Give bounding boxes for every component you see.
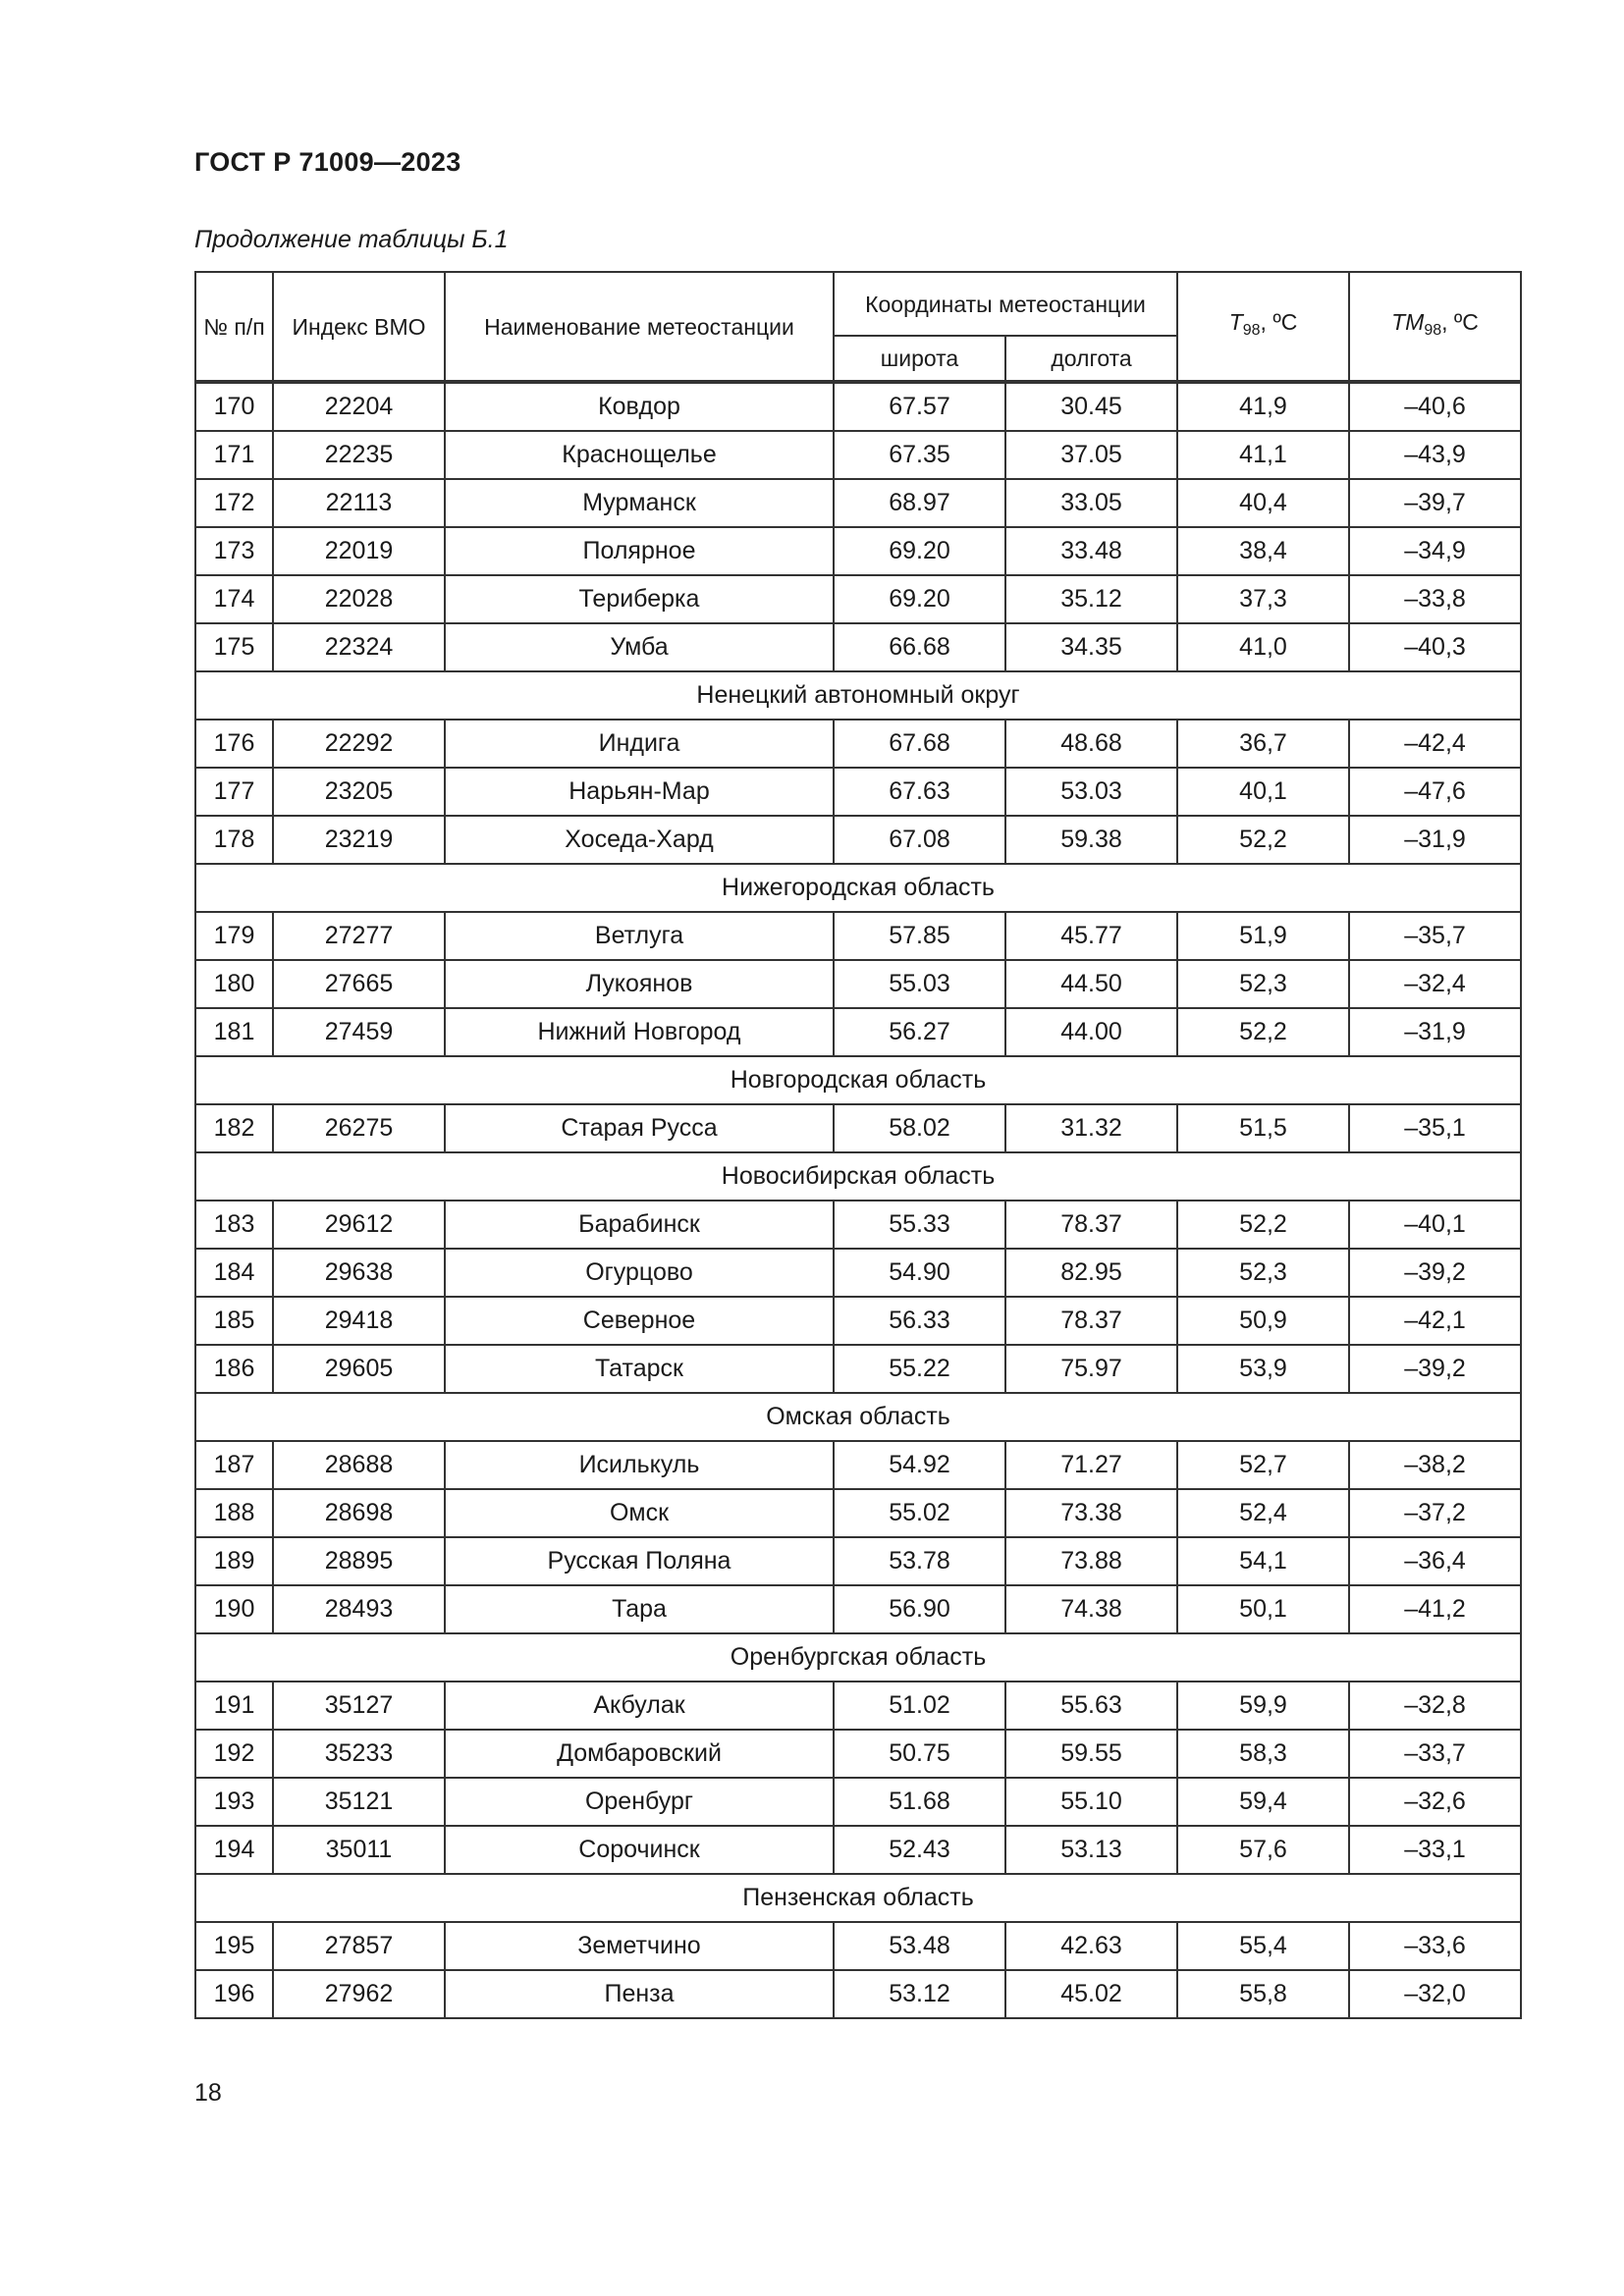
cell-num: 182: [195, 1104, 273, 1152]
table-row: [195, 1682, 1521, 1730]
cell-station-name: Исилькуль: [445, 1441, 834, 1489]
cell-longitude: 55.63: [1005, 1682, 1177, 1730]
cell-latitude: 66.68: [834, 623, 1005, 671]
cell-longitude: 53.13: [1005, 1826, 1177, 1874]
cell-latitude: 54.90: [834, 1249, 1005, 1297]
table-row: [195, 623, 1521, 671]
cell-longitude: 78.37: [1005, 1297, 1177, 1345]
cell-wmo-index: 22113: [273, 479, 445, 527]
cell-tm98: –32,4: [1349, 960, 1521, 1008]
cell-t98: 59,4: [1177, 1778, 1349, 1826]
cell-station-name: Старая Русса: [445, 1104, 834, 1152]
cell-t98: 54,1: [1177, 1537, 1349, 1585]
cell-t98: 57,6: [1177, 1826, 1349, 1874]
cell-wmo-index: 23205: [273, 768, 445, 816]
cell-t98: 55,8: [1177, 1970, 1349, 2018]
table-row: [195, 1104, 1521, 1152]
cell-longitude: 34.35: [1005, 623, 1177, 671]
cell-latitude: 55.03: [834, 960, 1005, 1008]
region-row: [195, 1393, 1521, 1441]
cell-longitude: 73.38: [1005, 1489, 1177, 1537]
header-num: № п/п: [195, 272, 273, 382]
table-row: [195, 768, 1521, 816]
table-row: [195, 816, 1521, 864]
cell-latitude: 51.02: [834, 1682, 1005, 1730]
cell-num: 191: [195, 1682, 273, 1730]
cell-latitude: 69.20: [834, 575, 1005, 623]
cell-latitude: 50.75: [834, 1730, 1005, 1778]
cell-tm98: –34,9: [1349, 527, 1521, 575]
cell-num: 196: [195, 1970, 273, 2018]
header-wmo-index: Индекс ВМО: [273, 272, 445, 382]
cell-tm98: –31,9: [1349, 816, 1521, 864]
table-row: [195, 1922, 1521, 1970]
cell-station-name: Огурцово: [445, 1249, 834, 1297]
header-latitude: широта: [834, 336, 1005, 382]
cell-t98: 51,9: [1177, 912, 1349, 960]
cell-t98: 53,9: [1177, 1345, 1349, 1393]
cell-wmo-index: 28698: [273, 1489, 445, 1537]
cell-latitude: 55.22: [834, 1345, 1005, 1393]
table-row: [195, 527, 1521, 575]
table-header: [195, 272, 1521, 382]
cell-station-name: Нарьян-Мар: [445, 768, 834, 816]
cell-station-name: Северное: [445, 1297, 834, 1345]
cell-latitude: 67.57: [834, 382, 1005, 431]
cell-latitude: 58.02: [834, 1104, 1005, 1152]
cell-longitude: 31.32: [1005, 1104, 1177, 1152]
cell-longitude: 33.48: [1005, 527, 1177, 575]
cell-wmo-index: 29612: [273, 1201, 445, 1249]
cell-num: 183: [195, 1201, 273, 1249]
region-row: [195, 1874, 1521, 1922]
cell-t98: 50,9: [1177, 1297, 1349, 1345]
cell-longitude: 48.68: [1005, 720, 1177, 768]
table-row: [195, 1249, 1521, 1297]
cell-longitude: 45.77: [1005, 912, 1177, 960]
table-row: [195, 720, 1521, 768]
stations-table: [194, 271, 1522, 2019]
cell-latitude: 54.92: [834, 1441, 1005, 1489]
region-name: Ненецкий автономный округ: [195, 671, 1521, 720]
cell-longitude: 82.95: [1005, 1249, 1177, 1297]
cell-num: 186: [195, 1345, 273, 1393]
table-row: [195, 1008, 1521, 1056]
cell-tm98: –31,9: [1349, 1008, 1521, 1056]
cell-tm98: –39,2: [1349, 1345, 1521, 1393]
table-row: [195, 1297, 1521, 1345]
region-name: Пензенская область: [195, 1874, 1521, 1922]
cell-num: 195: [195, 1922, 273, 1970]
cell-station-name: Земетчино: [445, 1922, 834, 1970]
header-tm98: [1349, 272, 1521, 382]
cell-t98: 41,1: [1177, 431, 1349, 479]
page-number: 18: [194, 2079, 222, 2107]
cell-longitude: 55.10: [1005, 1778, 1177, 1826]
cell-wmo-index: 22019: [273, 527, 445, 575]
cell-longitude: 44.50: [1005, 960, 1177, 1008]
cell-longitude: 35.12: [1005, 575, 1177, 623]
cell-wmo-index: 22292: [273, 720, 445, 768]
table-row: [195, 1537, 1521, 1585]
table-row: [195, 1585, 1521, 1633]
document-title: ГОСТ Р 71009—2023: [194, 147, 461, 177]
region-name: Новосибирская область: [195, 1152, 1521, 1201]
t98-unit: , ºС: [1260, 309, 1298, 335]
cell-longitude: 59.38: [1005, 816, 1177, 864]
table-row: [195, 1826, 1521, 1874]
cell-station-name: Домбаровский: [445, 1730, 834, 1778]
cell-station-name: Омск: [445, 1489, 834, 1537]
table-row: [195, 575, 1521, 623]
cell-tm98: –32,8: [1349, 1682, 1521, 1730]
cell-wmo-index: 29418: [273, 1297, 445, 1345]
cell-wmo-index: 35011: [273, 1826, 445, 1874]
cell-num: 181: [195, 1008, 273, 1056]
cell-station-name: Мурманск: [445, 479, 834, 527]
cell-num: 174: [195, 575, 273, 623]
tm98-unit: , ºС: [1441, 309, 1479, 335]
cell-t98: 38,4: [1177, 527, 1349, 575]
cell-tm98: –42,4: [1349, 720, 1521, 768]
cell-num: 172: [195, 479, 273, 527]
region-name: Новгородская область: [195, 1056, 1521, 1104]
cell-num: 175: [195, 623, 273, 671]
cell-tm98: –40,6: [1349, 382, 1521, 431]
cell-station-name: Акбулак: [445, 1682, 834, 1730]
cell-wmo-index: 27665: [273, 960, 445, 1008]
cell-wmo-index: 27459: [273, 1008, 445, 1056]
cell-tm98: –39,2: [1349, 1249, 1521, 1297]
cell-t98: 52,2: [1177, 816, 1349, 864]
cell-longitude: 71.27: [1005, 1441, 1177, 1489]
table-row: [195, 1441, 1521, 1489]
cell-num: 170: [195, 382, 273, 431]
cell-latitude: 55.02: [834, 1489, 1005, 1537]
cell-t98: 41,0: [1177, 623, 1349, 671]
tm98-subscript: 98: [1424, 322, 1442, 339]
cell-tm98: –32,6: [1349, 1778, 1521, 1826]
region-row: [195, 1633, 1521, 1682]
cell-t98: 36,7: [1177, 720, 1349, 768]
cell-tm98: –35,1: [1349, 1104, 1521, 1152]
cell-wmo-index: 35121: [273, 1778, 445, 1826]
header-station-name: Наименование метеостанции: [445, 272, 834, 382]
cell-wmo-index: 29638: [273, 1249, 445, 1297]
cell-num: 178: [195, 816, 273, 864]
table-row: [195, 960, 1521, 1008]
cell-longitude: 44.00: [1005, 1008, 1177, 1056]
cell-latitude: 55.33: [834, 1201, 1005, 1249]
header-longitude: долгота: [1005, 336, 1177, 382]
cell-station-name: Русская Поляна: [445, 1537, 834, 1585]
cell-latitude: 52.43: [834, 1826, 1005, 1874]
cell-wmo-index: 22324: [273, 623, 445, 671]
tm98-symbol: TM: [1391, 309, 1425, 335]
table-row: [195, 382, 1521, 431]
cell-station-name: Пенза: [445, 1970, 834, 2018]
cell-wmo-index: 23219: [273, 816, 445, 864]
cell-wmo-index: 22204: [273, 382, 445, 431]
cell-station-name: Татарск: [445, 1345, 834, 1393]
cell-longitude: 30.45: [1005, 382, 1177, 431]
cell-num: 194: [195, 1826, 273, 1874]
cell-tm98: –35,7: [1349, 912, 1521, 960]
region-row: [195, 1152, 1521, 1201]
region-row: [195, 864, 1521, 912]
cell-tm98: –37,2: [1349, 1489, 1521, 1537]
cell-t98: 40,1: [1177, 768, 1349, 816]
cell-t98: 52,3: [1177, 1249, 1349, 1297]
cell-num: 190: [195, 1585, 273, 1633]
cell-tm98: –39,7: [1349, 479, 1521, 527]
cell-station-name: Ковдор: [445, 382, 834, 431]
cell-longitude: 45.02: [1005, 1970, 1177, 2018]
cell-wmo-index: 27277: [273, 912, 445, 960]
cell-tm98: –42,1: [1349, 1297, 1521, 1345]
table-body: [195, 382, 1521, 2018]
t98-subscript: 98: [1242, 322, 1261, 339]
region-row: [195, 1056, 1521, 1104]
cell-longitude: 59.55: [1005, 1730, 1177, 1778]
region-name: Нижегородская область: [195, 864, 1521, 912]
cell-station-name: Барабинск: [445, 1201, 834, 1249]
cell-latitude: 56.90: [834, 1585, 1005, 1633]
cell-wmo-index: 35233: [273, 1730, 445, 1778]
cell-station-name: Хоседа-Хард: [445, 816, 834, 864]
cell-latitude: 67.68: [834, 720, 1005, 768]
cell-latitude: 67.35: [834, 431, 1005, 479]
cell-station-name: Оренбург: [445, 1778, 834, 1826]
cell-tm98: –40,3: [1349, 623, 1521, 671]
region-name: Оренбургская область: [195, 1633, 1521, 1682]
cell-wmo-index: 27857: [273, 1922, 445, 1970]
t98-symbol: T: [1228, 309, 1243, 335]
cell-tm98: –36,4: [1349, 1537, 1521, 1585]
cell-t98: 58,3: [1177, 1730, 1349, 1778]
table-row: [195, 1970, 1521, 2018]
cell-t98: 52,4: [1177, 1489, 1349, 1537]
cell-longitude: 73.88: [1005, 1537, 1177, 1585]
cell-wmo-index: 27962: [273, 1970, 445, 2018]
cell-latitude: 68.97: [834, 479, 1005, 527]
cell-latitude: 56.33: [834, 1297, 1005, 1345]
region-name: Омская область: [195, 1393, 1521, 1441]
cell-tm98: –38,2: [1349, 1441, 1521, 1489]
cell-tm98: –40,1: [1349, 1201, 1521, 1249]
cell-wmo-index: 29605: [273, 1345, 445, 1393]
cell-latitude: 67.63: [834, 768, 1005, 816]
cell-latitude: 56.27: [834, 1008, 1005, 1056]
cell-station-name: Краснощелье: [445, 431, 834, 479]
cell-tm98: –33,7: [1349, 1730, 1521, 1778]
cell-num: 187: [195, 1441, 273, 1489]
cell-latitude: 53.78: [834, 1537, 1005, 1585]
cell-t98: 50,1: [1177, 1585, 1349, 1633]
cell-wmo-index: 22235: [273, 431, 445, 479]
cell-wmo-index: 22028: [273, 575, 445, 623]
cell-station-name: Умба: [445, 623, 834, 671]
cell-num: 173: [195, 527, 273, 575]
header-coordinates: Координаты метеостанции: [834, 272, 1177, 336]
cell-latitude: 67.08: [834, 816, 1005, 864]
cell-latitude: 53.48: [834, 1922, 1005, 1970]
cell-num: 179: [195, 912, 273, 960]
table-caption: Продолжение таблицы Б.1: [194, 226, 509, 253]
cell-num: 180: [195, 960, 273, 1008]
cell-longitude: 53.03: [1005, 768, 1177, 816]
table-row: [195, 912, 1521, 960]
region-row: [195, 671, 1521, 720]
cell-longitude: 74.38: [1005, 1585, 1177, 1633]
cell-num: 184: [195, 1249, 273, 1297]
cell-station-name: Нижний Новгород: [445, 1008, 834, 1056]
table-row: [195, 479, 1521, 527]
cell-latitude: 69.20: [834, 527, 1005, 575]
cell-t98: 40,4: [1177, 479, 1349, 527]
cell-tm98: –33,1: [1349, 1826, 1521, 1874]
cell-longitude: 75.97: [1005, 1345, 1177, 1393]
table-row: [195, 1345, 1521, 1393]
cell-latitude: 57.85: [834, 912, 1005, 960]
cell-t98: 51,5: [1177, 1104, 1349, 1152]
cell-t98: 52,2: [1177, 1201, 1349, 1249]
cell-t98: 52,3: [1177, 960, 1349, 1008]
cell-longitude: 42.63: [1005, 1922, 1177, 1970]
cell-tm98: –47,6: [1349, 768, 1521, 816]
cell-wmo-index: 28688: [273, 1441, 445, 1489]
cell-station-name: Тара: [445, 1585, 834, 1633]
cell-t98: 59,9: [1177, 1682, 1349, 1730]
cell-latitude: 51.68: [834, 1778, 1005, 1826]
cell-tm98: –43,9: [1349, 431, 1521, 479]
cell-tm98: –32,0: [1349, 1970, 1521, 2018]
cell-tm98: –33,6: [1349, 1922, 1521, 1970]
cell-t98: 55,4: [1177, 1922, 1349, 1970]
cell-num: 188: [195, 1489, 273, 1537]
cell-wmo-index: 26275: [273, 1104, 445, 1152]
cell-num: 185: [195, 1297, 273, 1345]
cell-t98: 41,9: [1177, 382, 1349, 431]
cell-station-name: Лукоянов: [445, 960, 834, 1008]
cell-station-name: Териберка: [445, 575, 834, 623]
cell-num: 192: [195, 1730, 273, 1778]
table-row: [195, 1730, 1521, 1778]
cell-num: 171: [195, 431, 273, 479]
table-row: [195, 1489, 1521, 1537]
cell-tm98: –41,2: [1349, 1585, 1521, 1633]
cell-station-name: Ветлуга: [445, 912, 834, 960]
cell-num: 189: [195, 1537, 273, 1585]
cell-wmo-index: 28895: [273, 1537, 445, 1585]
cell-wmo-index: 28493: [273, 1585, 445, 1633]
cell-station-name: Сорочинск: [445, 1826, 834, 1874]
cell-t98: 52,2: [1177, 1008, 1349, 1056]
table-row: [195, 1201, 1521, 1249]
cell-longitude: 78.37: [1005, 1201, 1177, 1249]
cell-num: 177: [195, 768, 273, 816]
header-t98: [1177, 272, 1349, 382]
cell-tm98: –33,8: [1349, 575, 1521, 623]
cell-latitude: 53.12: [834, 1970, 1005, 2018]
cell-num: 193: [195, 1778, 273, 1826]
cell-longitude: 37.05: [1005, 431, 1177, 479]
cell-station-name: Полярное: [445, 527, 834, 575]
table-row: [195, 1778, 1521, 1826]
table-row: [195, 431, 1521, 479]
cell-num: 176: [195, 720, 273, 768]
cell-station-name: Индига: [445, 720, 834, 768]
cell-longitude: 33.05: [1005, 479, 1177, 527]
cell-t98: 52,7: [1177, 1441, 1349, 1489]
cell-t98: 37,3: [1177, 575, 1349, 623]
cell-wmo-index: 35127: [273, 1682, 445, 1730]
